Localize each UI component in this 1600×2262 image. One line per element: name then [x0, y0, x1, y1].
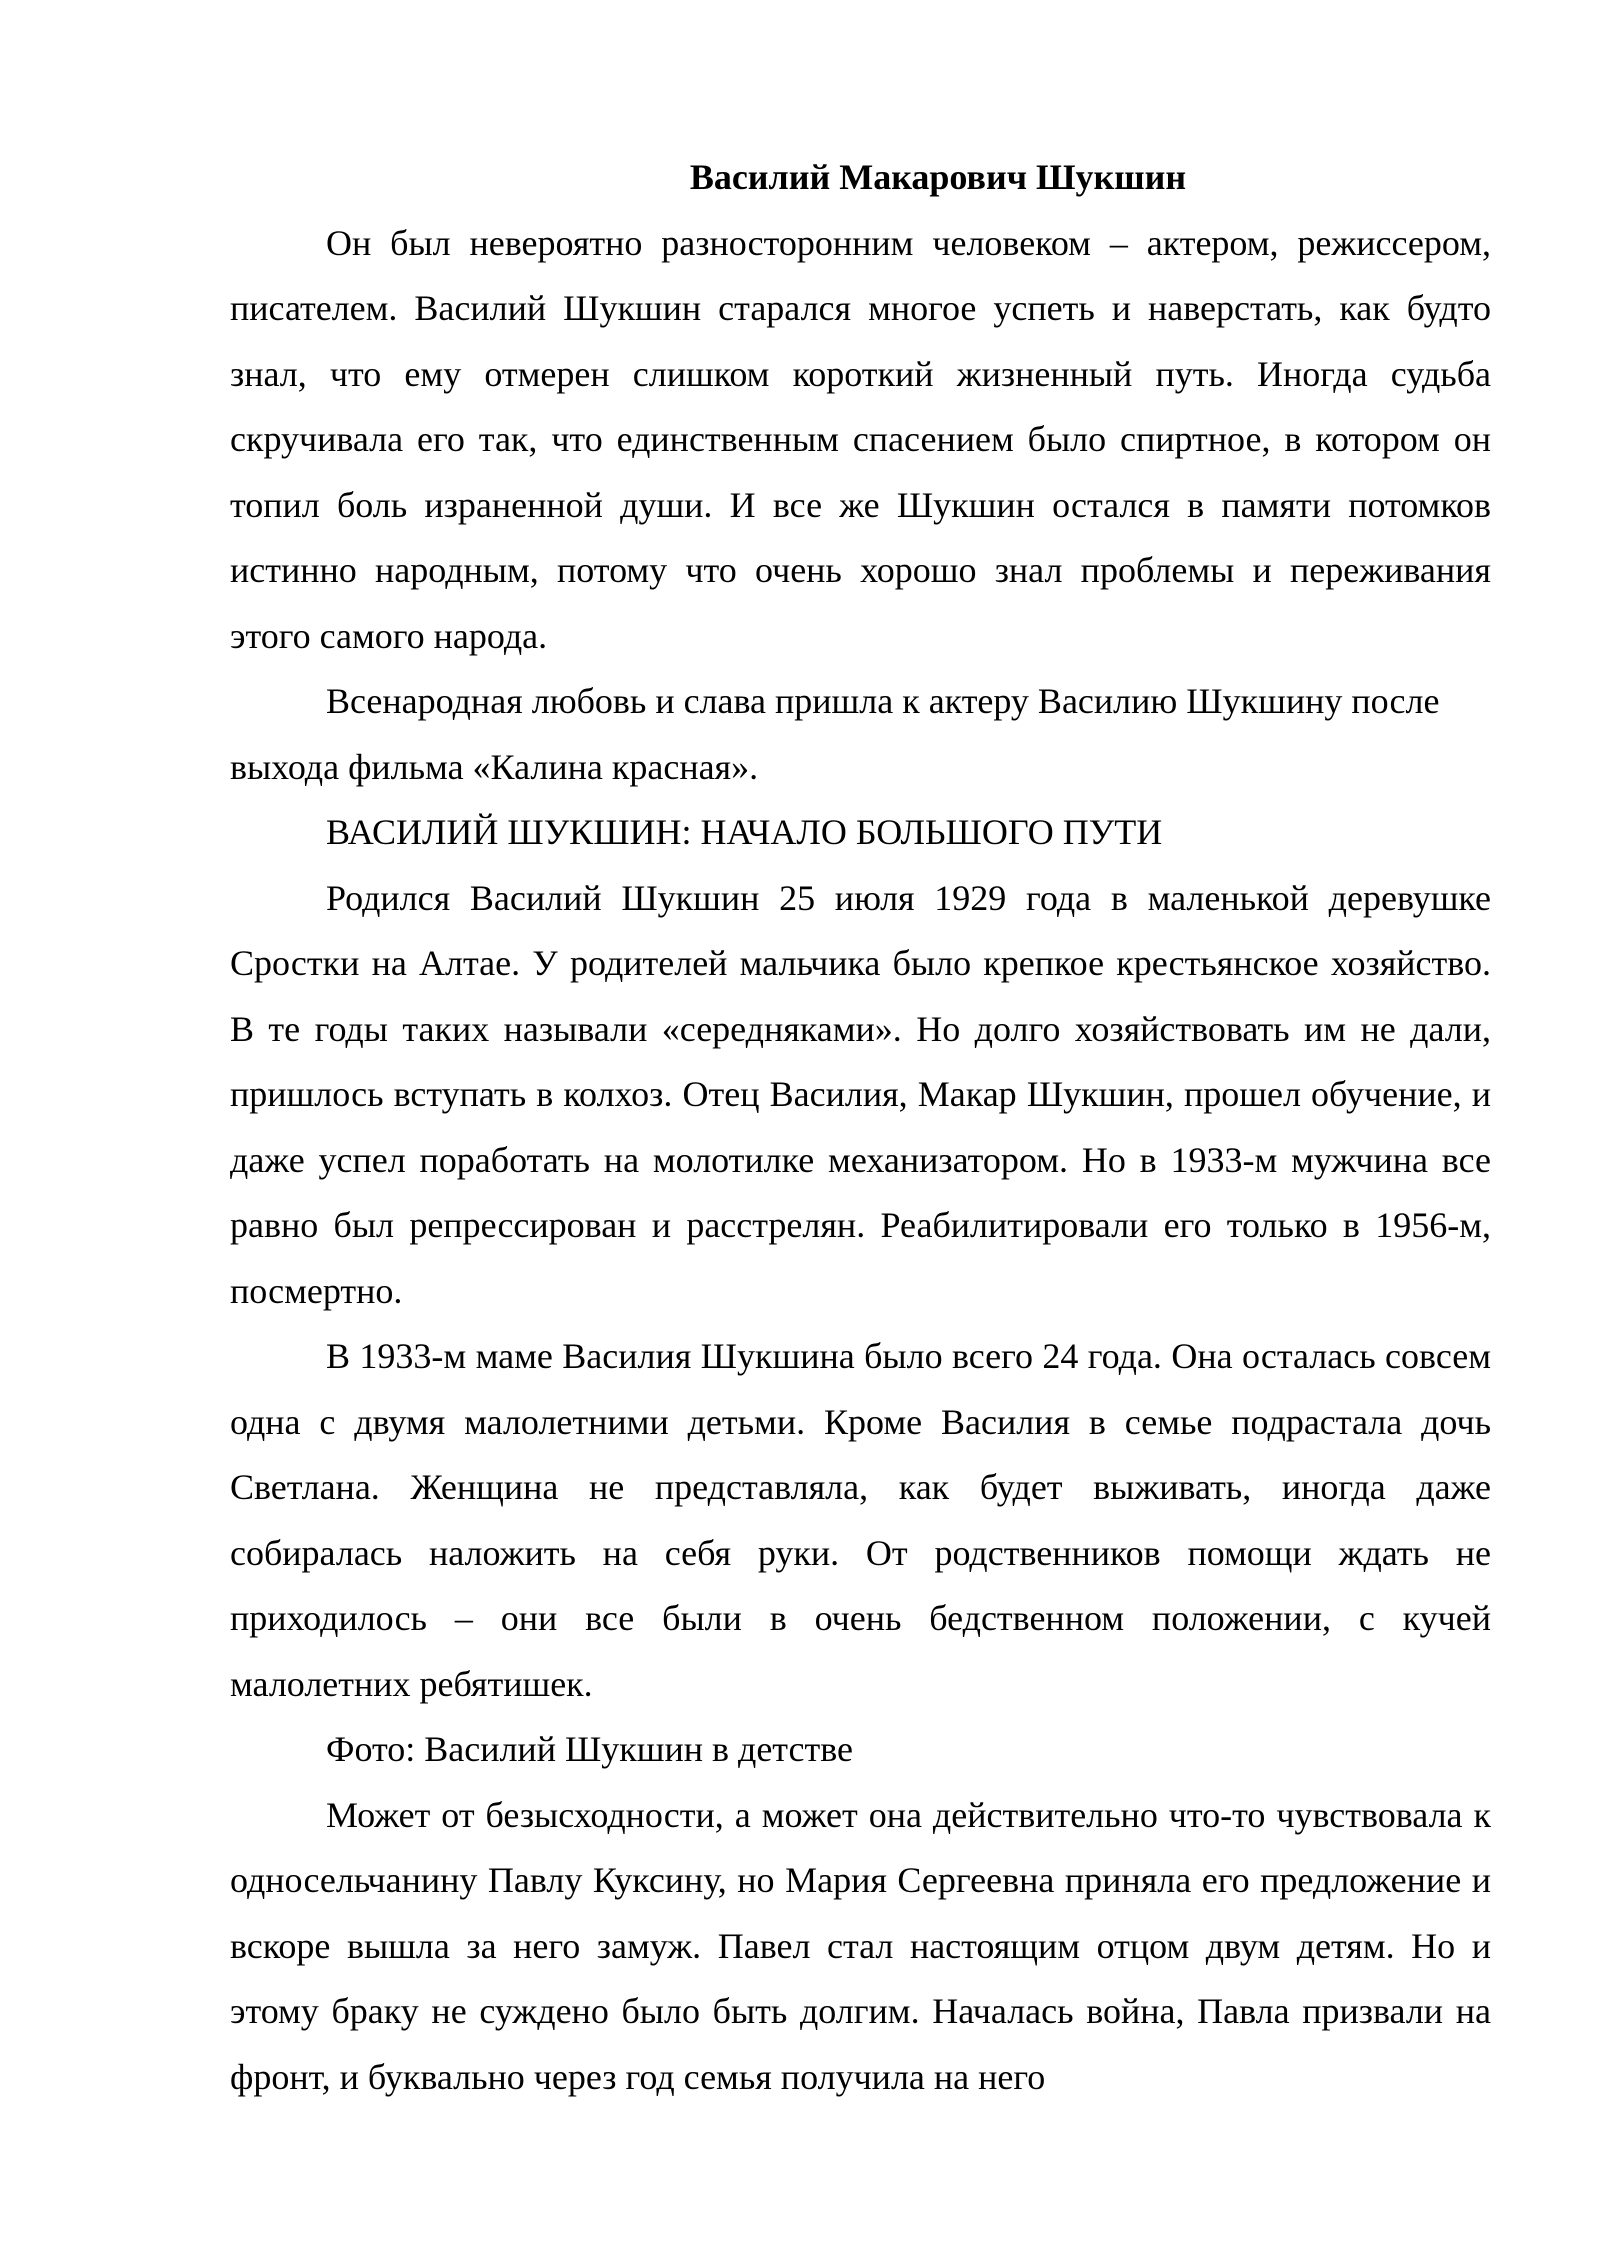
document-page — [230, 145, 1491, 2110]
paragraph-intro: Он был невероятно разносторонним человеком – актером, режиссером, писателем. Василий Шукшин старался многое успеть и наверстать, как будто знал, что ему отмерен слишком короткий жизненный путь. Иногда судьба скручивала его так, что единственным спасением было спиртное, в котором он топил боль израненной души. И все же Шукшин остался в памяти потомков истинно народным, потому что очень хорошо знал проблемы и переживания этого самого народа. — [230, 222, 1491, 656]
document-title: Василий Макарович Шукшин — [689, 157, 1187, 197]
section-heading: ВАСИЛИЙ ШУКШИН: НАЧАЛО БОЛЬШОГО ПУТИ — [326, 812, 1163, 852]
photo-caption: Фото: Василий Шукшин в детстве — [326, 1729, 853, 1769]
paragraph-stepfather: Может от безысходности, а может она действительно что-то чувствовала к односельчанину Павлу Куксину, но Мария Сергеевна приняла его предложение и вскоре вышла за него замуж. Павел стал настоящим отцом двум детям. Но и этому браку не суждено было быть долгим. Началась война, Павла призвали на фронт, и буквально через год семья получила на него — [230, 1794, 1491, 2097]
paragraph-mother: В 1933-м маме Василия Шукшина было всего 24 года. Она осталась совсем одна с двумя малолетними детьми. Кроме Василия в семье подрастала дочь Светлана. Женщина не представляла, как будет выживать, иногда даже собиралась наложить на себя руки. От родственников помощи ждать не приходилось – они все были в очень бедственном положении, с кучей малолетних ребятишек. — [230, 1336, 1491, 1704]
paragraph-birth: Родился Василий Шукшин 25 июля 1929 года в маленькой деревушке Сростки на Алтае. У родителей мальчика было крепкое крестьянское хозяйство. В те годы таких называли «середняками». Но долго хозяйствовать им не дали, пришлось вступать в колхоз. Отец Василия, Макар Шукшин, прошел обучение, и даже успел поработать на молотилке механизатором. Но в 1933-м мужчина все равно был репрессирован и расстрелян. Реабилитировали его только в 1956-м, посмертно. — [230, 877, 1491, 1311]
paragraph-fame: Всенародная любовь и слава пришла к актеру Василию Шукшину после выхода фильма «Калина красная». — [230, 681, 1440, 787]
